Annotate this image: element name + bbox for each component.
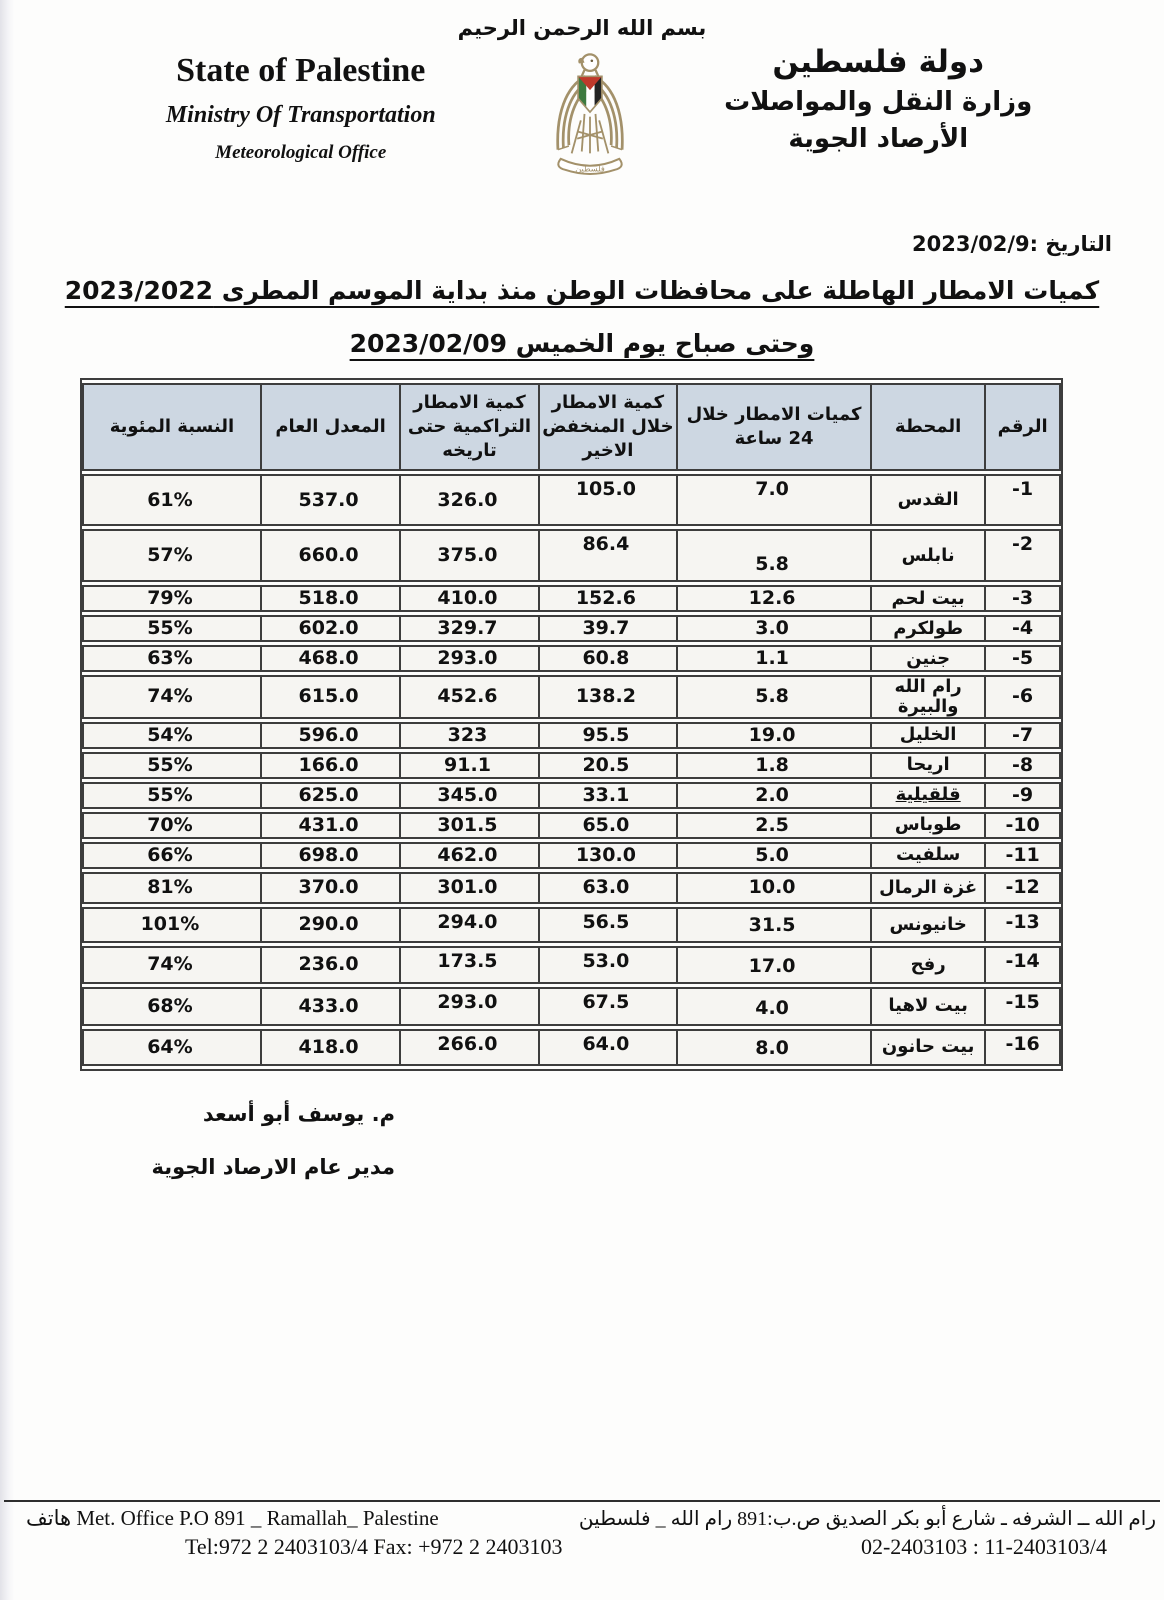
signature-block <box>95 1102 395 1179</box>
bismillah-text: بسم الله الرحمن الرحيم <box>457 16 707 40</box>
column-header-rain24: كميات الامطار خلال 24 ساعة <box>676 383 870 471</box>
letterhead <box>0 42 1164 200</box>
rainfall-table <box>80 378 1063 1071</box>
cell-rain24: 1.8 <box>676 752 870 779</box>
column-header-cumulative: كمية الامطار التراكمية حتى تاريخه <box>399 383 537 471</box>
emblem-caption: فلسطين <box>574 163 605 174</box>
footer-phones-line <box>0 1531 1164 1560</box>
footer-address-en <box>26 1506 439 1531</box>
cell-num: -13 <box>984 907 1061 943</box>
cell-rain24: 3.0 <box>676 615 870 642</box>
ministry-title-en: Ministry Of Transportation <box>165 102 436 128</box>
cell-rain24: 4.0 <box>676 987 870 1026</box>
cell-cumulative: 301.0 <box>399 872 537 904</box>
cell-last_low: 20.5 <box>538 752 676 779</box>
column-header-last_low: كمية الامطار خلال المنخفض الاخير <box>538 383 676 471</box>
footer <box>0 1500 1164 1560</box>
cell-cumulative: 452.6 <box>399 675 537 719</box>
table-row <box>82 474 1061 526</box>
scan-shadow-edge <box>0 0 14 1600</box>
cell-station: رام الله والبيرة <box>870 675 984 719</box>
document-subtitle: وحتى صباح يوم الخميس 2023/02/09 <box>349 329 815 358</box>
cell-cumulative: 375.0 <box>399 529 537 582</box>
cell-percent: 54% <box>82 722 260 749</box>
table-row <box>82 812 1061 839</box>
cell-cumulative: 462.0 <box>399 842 537 869</box>
table-row <box>82 615 1061 642</box>
state-of-palestine-title-ar: دولة فلسطين <box>772 44 985 80</box>
cell-station: سلفيت <box>870 842 984 869</box>
cell-cumulative: 293.0 <box>399 987 537 1026</box>
table-row <box>82 782 1061 809</box>
cell-percent: 81% <box>82 872 260 904</box>
cell-percent: 57% <box>82 529 260 582</box>
cell-average: 431.0 <box>260 812 399 839</box>
cell-last_low: 138.2 <box>538 675 676 719</box>
state-of-palestine-title: State of Palestine <box>176 52 426 89</box>
cell-rain24: 5.8 <box>676 675 870 719</box>
cell-average: 468.0 <box>260 645 399 672</box>
cell-num: -14 <box>984 946 1061 984</box>
table-row <box>82 675 1061 719</box>
cell-last_low: 53.0 <box>538 946 676 984</box>
cell-cumulative: 173.5 <box>399 946 537 984</box>
cell-num: -16 <box>984 1029 1061 1066</box>
cell-average: 433.0 <box>260 987 399 1026</box>
cell-station: جنين <box>870 645 984 672</box>
cell-last_low: 64.0 <box>538 1029 676 1066</box>
cell-station: طوباس <box>870 812 984 839</box>
cell-rain24: 5.0 <box>676 842 870 869</box>
arabic-letterhead <box>648 42 1110 154</box>
cell-average: 166.0 <box>260 752 399 779</box>
cell-station: اريحا <box>870 752 984 779</box>
cell-num: -10 <box>984 812 1061 839</box>
cell-rain24: 10.0 <box>676 872 870 904</box>
table-row <box>82 872 1061 904</box>
cell-num: -5 <box>984 645 1061 672</box>
cell-rain24: 19.0 <box>676 722 870 749</box>
cell-average: 518.0 <box>260 585 399 612</box>
cell-average: 370.0 <box>260 872 399 904</box>
footer-phones-en: Tel:972 2 2403103/4 Fax: +972 2 2403103 <box>185 1534 563 1559</box>
cell-last_low: 56.5 <box>538 907 676 943</box>
cell-cumulative: 301.5 <box>399 812 537 839</box>
table-row <box>82 842 1061 869</box>
footer-phone-label-ar: هاتف <box>26 1506 72 1530</box>
cell-cumulative: 323 <box>399 722 537 749</box>
cell-cumulative: 294.0 <box>399 907 537 943</box>
table-row <box>82 645 1061 672</box>
cell-num: -15 <box>984 987 1061 1026</box>
cell-cumulative: 266.0 <box>399 1029 537 1066</box>
cell-rain24: 31.5 <box>676 907 870 943</box>
table-row <box>82 585 1061 612</box>
cell-percent: 55% <box>82 752 260 779</box>
cell-last_low: 95.5 <box>538 722 676 749</box>
cell-rain24: 8.0 <box>676 1029 870 1066</box>
cell-average: 602.0 <box>260 615 399 642</box>
cell-station: القدس <box>870 474 984 526</box>
cell-percent: 61% <box>82 474 260 526</box>
cell-cumulative: 293.0 <box>399 645 537 672</box>
cell-num: -12 <box>984 872 1061 904</box>
cell-cumulative: 91.1 <box>399 752 537 779</box>
cell-rain24: 17.0 <box>676 946 870 984</box>
cell-average: 290.0 <box>260 907 399 943</box>
footer-address-line <box>0 1502 1164 1531</box>
signature-name: م. يوسف أبو أسعد <box>202 1102 395 1126</box>
cell-percent: 74% <box>82 675 260 719</box>
cell-station: نابلس <box>870 529 984 582</box>
cell-last_low: 63.0 <box>538 872 676 904</box>
table-row <box>82 907 1061 943</box>
cell-last_low: 39.7 <box>538 615 676 642</box>
cell-rain24: 1.1 <box>676 645 870 672</box>
cell-average: 418.0 <box>260 1029 399 1066</box>
met-office-title-ar: الأرصاد الجوية <box>788 124 969 154</box>
cell-percent: 64% <box>82 1029 260 1066</box>
column-header-num: الرقم <box>984 383 1061 471</box>
ministry-title-ar: وزارة النقل والمواصلات <box>724 87 1033 117</box>
cell-rain24: 7.0 <box>676 474 870 526</box>
cell-rain24: 12.6 <box>676 585 870 612</box>
cell-num: -4 <box>984 615 1061 642</box>
cell-average: 698.0 <box>260 842 399 869</box>
cell-station: غزة الرمال <box>870 872 984 904</box>
footer-phones-ar: 02-2403103 : 11-2403103/4 <box>860 1534 1107 1559</box>
table-row <box>82 529 1061 582</box>
cell-num: -7 <box>984 722 1061 749</box>
cell-station: بيت حانون <box>870 1029 984 1066</box>
cell-last_low: 130.0 <box>538 842 676 869</box>
cell-cumulative: 329.7 <box>399 615 537 642</box>
cell-station: رفح <box>870 946 984 984</box>
cell-last_low: 33.1 <box>538 782 676 809</box>
cell-num: -3 <box>984 585 1061 612</box>
cell-num: -8 <box>984 752 1061 779</box>
cell-average: 236.0 <box>260 946 399 984</box>
cell-average: 537.0 <box>260 474 399 526</box>
footer-address-ar: رام الله ــ الشرفه ـ شارع أبو بكر الصديق ص.ب:891 رام الله _ فلسطين <box>578 1508 1156 1530</box>
column-header-percent: النسبة المئوية <box>82 383 260 471</box>
table-row <box>82 946 1061 984</box>
cell-percent: 74% <box>82 946 260 984</box>
cell-last_low: 152.6 <box>538 585 676 612</box>
cell-num: -6 <box>984 675 1061 719</box>
cell-station: بيت لاهيا <box>870 987 984 1026</box>
cell-num: -2 <box>984 529 1061 582</box>
cell-rain24: 2.0 <box>676 782 870 809</box>
table-row <box>82 987 1061 1026</box>
cell-station: بيت لحم <box>870 585 984 612</box>
column-header-average: المعدل العام <box>260 383 399 471</box>
cell-average: 596.0 <box>260 722 399 749</box>
cell-percent: 66% <box>82 842 260 869</box>
english-letterhead <box>70 42 532 164</box>
cell-station: خانيونس <box>870 907 984 943</box>
eagle-of-saladin-icon <box>535 42 645 184</box>
cell-cumulative: 326.0 <box>399 474 537 526</box>
cell-percent: 55% <box>82 782 260 809</box>
cell-station: قلقيلية <box>870 782 984 809</box>
cell-percent: 101% <box>82 907 260 943</box>
cell-rain24: 2.5 <box>676 812 870 839</box>
cell-station: الخليل <box>870 722 984 749</box>
palestine-eagle-emblem <box>532 42 648 188</box>
cell-cumulative: 410.0 <box>399 585 537 612</box>
cell-num: -11 <box>984 842 1061 869</box>
document-title: كميات الامطار الهاطلة على محافظات الوطن منذ بداية الموسم المطرى 2023/2022 <box>64 276 1100 305</box>
cell-last_low: 67.5 <box>538 987 676 1026</box>
cell-cumulative: 345.0 <box>399 782 537 809</box>
column-header-station: المحطة <box>870 383 984 471</box>
cell-percent: 79% <box>82 585 260 612</box>
table-row <box>82 722 1061 749</box>
cell-rain24: 5.8 <box>676 529 870 582</box>
cell-percent: 68% <box>82 987 260 1026</box>
footer-address-en-text: Met. Office P.O 891 _ Ramallah_ Palestine <box>76 1506 439 1530</box>
cell-average: 660.0 <box>260 529 399 582</box>
table-row <box>82 752 1061 779</box>
cell-average: 615.0 <box>260 675 399 719</box>
table-row <box>82 1029 1061 1066</box>
signature-title: مدير عام الارصاد الجوية <box>151 1155 395 1179</box>
date-line: التاريخ :2023/02/9 <box>912 232 1112 256</box>
cell-station: طولكرم <box>870 615 984 642</box>
cell-percent: 63% <box>82 645 260 672</box>
cell-last_low: 60.8 <box>538 645 676 672</box>
met-office-title-en: Meteorological Office <box>215 142 387 163</box>
table-header-row <box>82 383 1061 471</box>
cell-percent: 70% <box>82 812 260 839</box>
cell-average: 625.0 <box>260 782 399 809</box>
cell-num: -9 <box>984 782 1061 809</box>
cell-percent: 55% <box>82 615 260 642</box>
cell-num: -1 <box>984 474 1061 526</box>
cell-last_low: 86.4 <box>538 529 676 582</box>
cell-last_low: 105.0 <box>538 474 676 526</box>
cell-last_low: 65.0 <box>538 812 676 839</box>
